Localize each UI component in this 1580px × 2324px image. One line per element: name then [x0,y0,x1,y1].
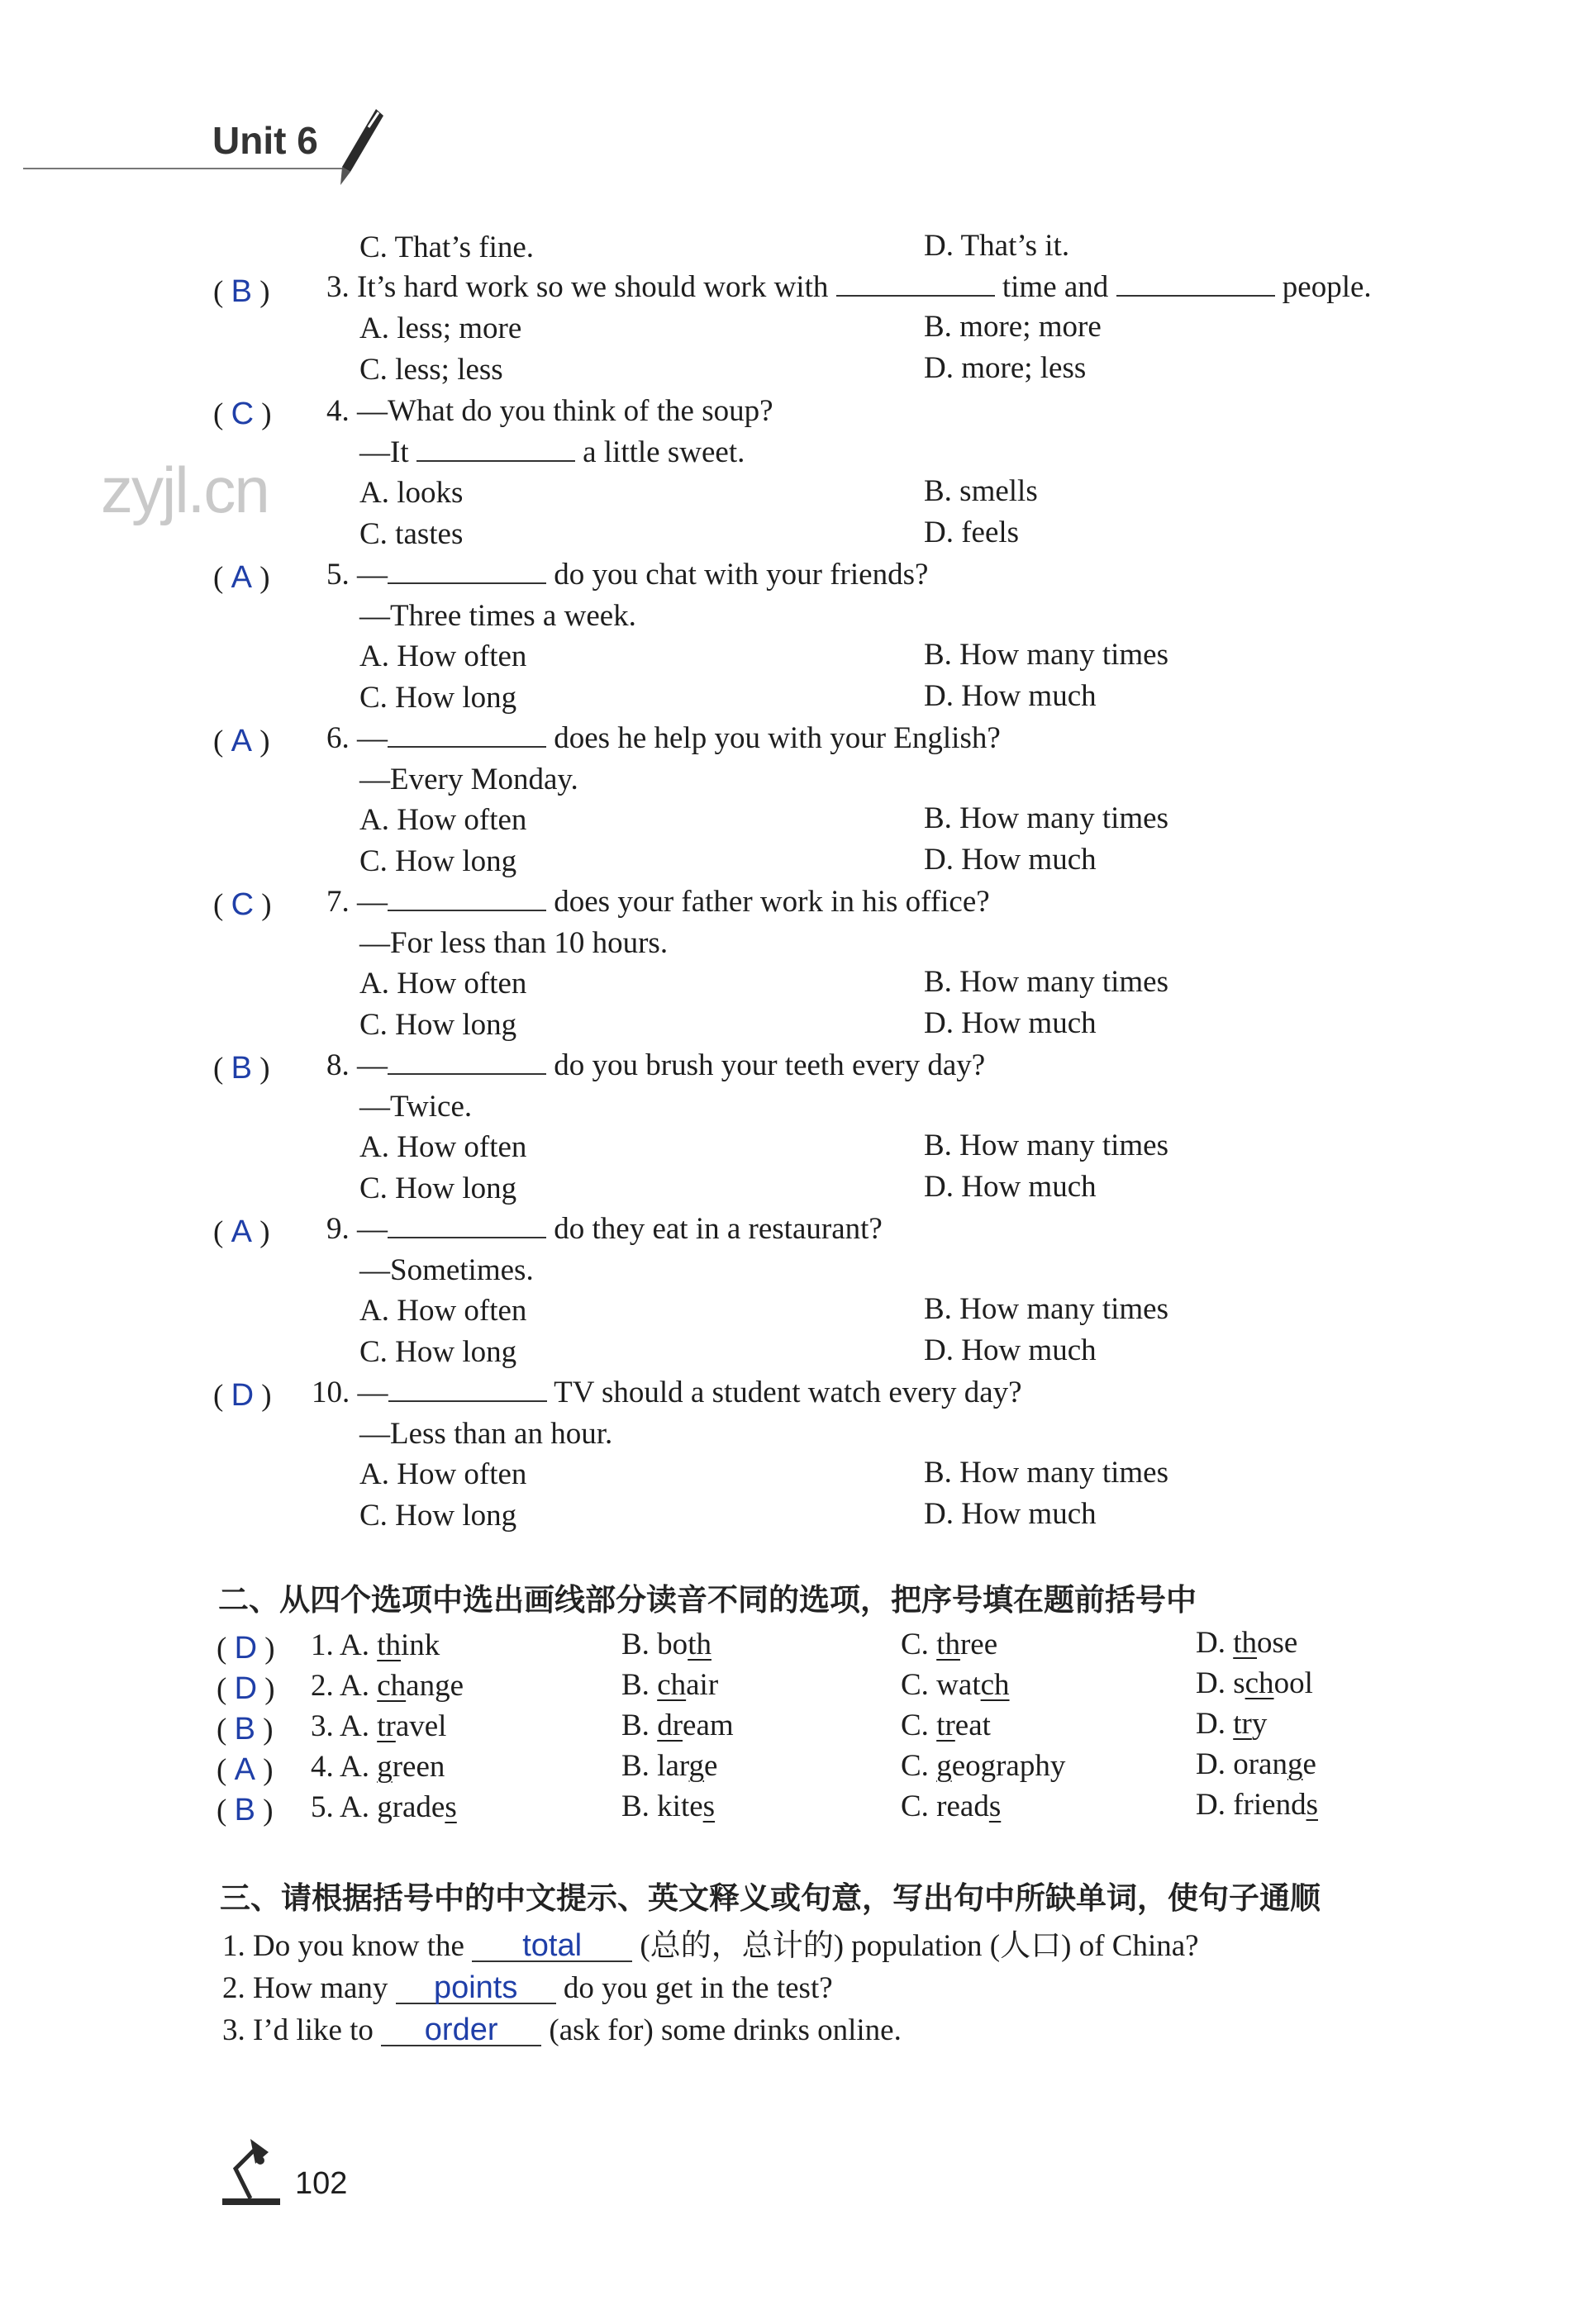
option-b: B. both [621,1628,711,1661]
option-c: C. How long [359,844,517,878]
answer-paren: ( D ) [217,1631,275,1666]
answer-blank[interactable] [388,721,546,748]
answer-paren: ( A ) [213,560,270,595]
question-stem: 10. — TV should a student watch every day? [312,1376,1022,1409]
option-b: B. chair [621,1668,719,1702]
fill-item-2: 2. How many points do you get in the test? [222,1970,833,2005]
question-stem: 4. —What do you think of the soup? [326,394,773,428]
option-c: C. How long [359,1172,517,1205]
option-c: C. reads [901,1789,1002,1823]
answer-letter: B [234,1793,255,1827]
option-c: C. How long [359,1499,517,1533]
option-d: D. How much [924,843,1097,877]
reply-line: —Sometimes. [359,1253,534,1287]
answer-paren: ( C ) [213,887,272,922]
answer-paren: ( B ) [217,1793,274,1827]
question-stem: 3. It’s hard work so we should work with time and people. [326,270,1372,304]
answer-field[interactable]: order [381,2015,541,2046]
option-a: A. How often [359,803,527,837]
answer-letter: D [234,1631,258,1666]
pen-icon [331,106,388,188]
question-stem: 5. — do you chat with your friends? [326,558,929,592]
answer-paren: ( A ) [217,1752,274,1787]
option-d: D. more; less [924,351,1087,385]
option-a: A. How often [359,1294,527,1328]
answer-blank[interactable] [416,435,575,462]
answer-blank[interactable] [388,1212,546,1238]
answer-letter: D [231,1378,255,1413]
option-a: A. How often [359,1130,527,1164]
fill-item-1: 1. Do you know the total (总的，总计的) population (人口) of China? [222,1928,1199,1963]
reply-line: —Less than an hour. [359,1417,613,1451]
answer-field[interactable]: total [472,1931,632,1962]
answer-paren: ( A ) [213,1214,270,1249]
option-b: B. How many times [924,1456,1168,1490]
option-c: C. How long [359,1008,517,1042]
option-a: A. How often [359,639,527,673]
answer-blank[interactable] [388,1048,546,1075]
option-b: B. How many times [924,1292,1168,1326]
question-line-2: —It a little sweet. [359,435,745,469]
option-a: A. less; more [359,311,522,345]
reply-line: —For less than 10 hours. [359,926,669,960]
answer-letter: B [231,1051,252,1086]
answer-blank[interactable] [388,558,546,584]
option-d: D. orange [1196,1747,1316,1781]
answer-blank[interactable] [388,885,546,911]
option-a: 1. A. think [311,1628,440,1662]
answer-letter: C [231,887,255,922]
answer-paren: ( B ) [213,274,270,309]
option-c: C. tastes [359,517,464,551]
option-b: B. How many times [924,638,1168,672]
option-a: 3. A. travel [311,1709,447,1743]
watermark: zyjl.cn [101,454,269,526]
option-a: 5. A. grades [311,1790,457,1824]
header-rule [23,168,345,169]
answer-blank[interactable] [1116,270,1275,297]
answer-blank[interactable] [388,1376,547,1402]
option-c: C. treat [901,1709,991,1742]
reply-line: —Three times a week. [359,599,636,633]
option-c: C. three [901,1628,998,1661]
option-d: D. How much [924,1497,1097,1531]
option-c: C. watch [901,1668,1010,1702]
question-stem: 8. — do you brush your teeth every day? [326,1048,986,1082]
answer-paren: ( B ) [217,1712,274,1747]
answer-paren: ( A ) [213,724,270,758]
option-c: C. How long [359,1335,517,1369]
option-b: B. smells [924,474,1038,508]
option-c: C. less; less [359,353,503,387]
option-a: 4. A. green [311,1750,445,1784]
prev-option-d: D. That’s it. [924,229,1070,263]
answer-letter: D [234,1671,258,1706]
answer-paren: ( D ) [213,1378,272,1413]
option-a: A. How often [359,1457,527,1491]
desk-lamp-icon [217,2136,292,2208]
section-3-title: 三、请根据括号中的中文提示、英文释义或句意，写出句中所缺单词，使句子通顺 [220,1880,1321,1916]
answer-paren: ( B ) [213,1051,270,1086]
option-b: B. How many times [924,965,1168,999]
answer-paren: ( D ) [217,1671,275,1706]
page-number: 102 [295,2166,348,2201]
answer-blank[interactable] [836,270,995,297]
answer-paren: ( C ) [213,397,272,431]
unit-title: Unit 6 [212,119,318,162]
option-d: D. How much [924,1333,1097,1367]
option-d: D. school [1196,1666,1313,1700]
prev-option-c: C. That’s fine. [359,230,535,264]
option-d: D. How much [924,1170,1097,1204]
option-d: D. feels [924,516,1020,549]
answer-letter: C [231,397,255,431]
fill-item-3: 3. I’d like to order (ask for) some drinks online. [222,2013,902,2047]
question-stem: 9. — do they eat in a restaurant? [326,1212,883,1246]
question-stem: 6. — does he help you with your English? [326,721,1001,755]
section-2-title: 二、从四个选项中选出画线部分读音不同的选项，把序号填在题前括号中 [218,1582,1197,1618]
answer-letter: B [231,274,252,309]
option-d: D. How much [924,1006,1097,1040]
option-d: D. How much [924,679,1097,713]
answer-letter: A [234,1752,255,1787]
option-c: C. How long [359,681,517,715]
option-d: D. try [1196,1707,1268,1741]
question-stem: 7. — does your father work in his office? [326,885,990,919]
reply-line: —Every Monday. [359,763,578,796]
option-d: D. those [1196,1626,1298,1660]
answer-letter: A [231,1214,252,1249]
option-b: B. kites [621,1789,716,1823]
option-b: B. more; more [924,310,1102,344]
option-b: B. How many times [924,1129,1168,1162]
option-a: A. looks [359,476,464,510]
option-a: 2. A. change [311,1669,464,1703]
option-b: B. large [621,1749,718,1783]
answer-letter: A [231,724,252,758]
reply-line: —Twice. [359,1090,473,1124]
answer-field[interactable]: points [396,1973,556,2004]
option-b: B. How many times [924,801,1168,835]
option-a: A. How often [359,967,527,1000]
answer-letter: A [231,560,252,595]
option-b: B. dream [621,1709,734,1742]
option-d: D. friends [1196,1788,1318,1822]
option-c: C. geography [901,1749,1066,1783]
answer-letter: B [234,1712,255,1747]
